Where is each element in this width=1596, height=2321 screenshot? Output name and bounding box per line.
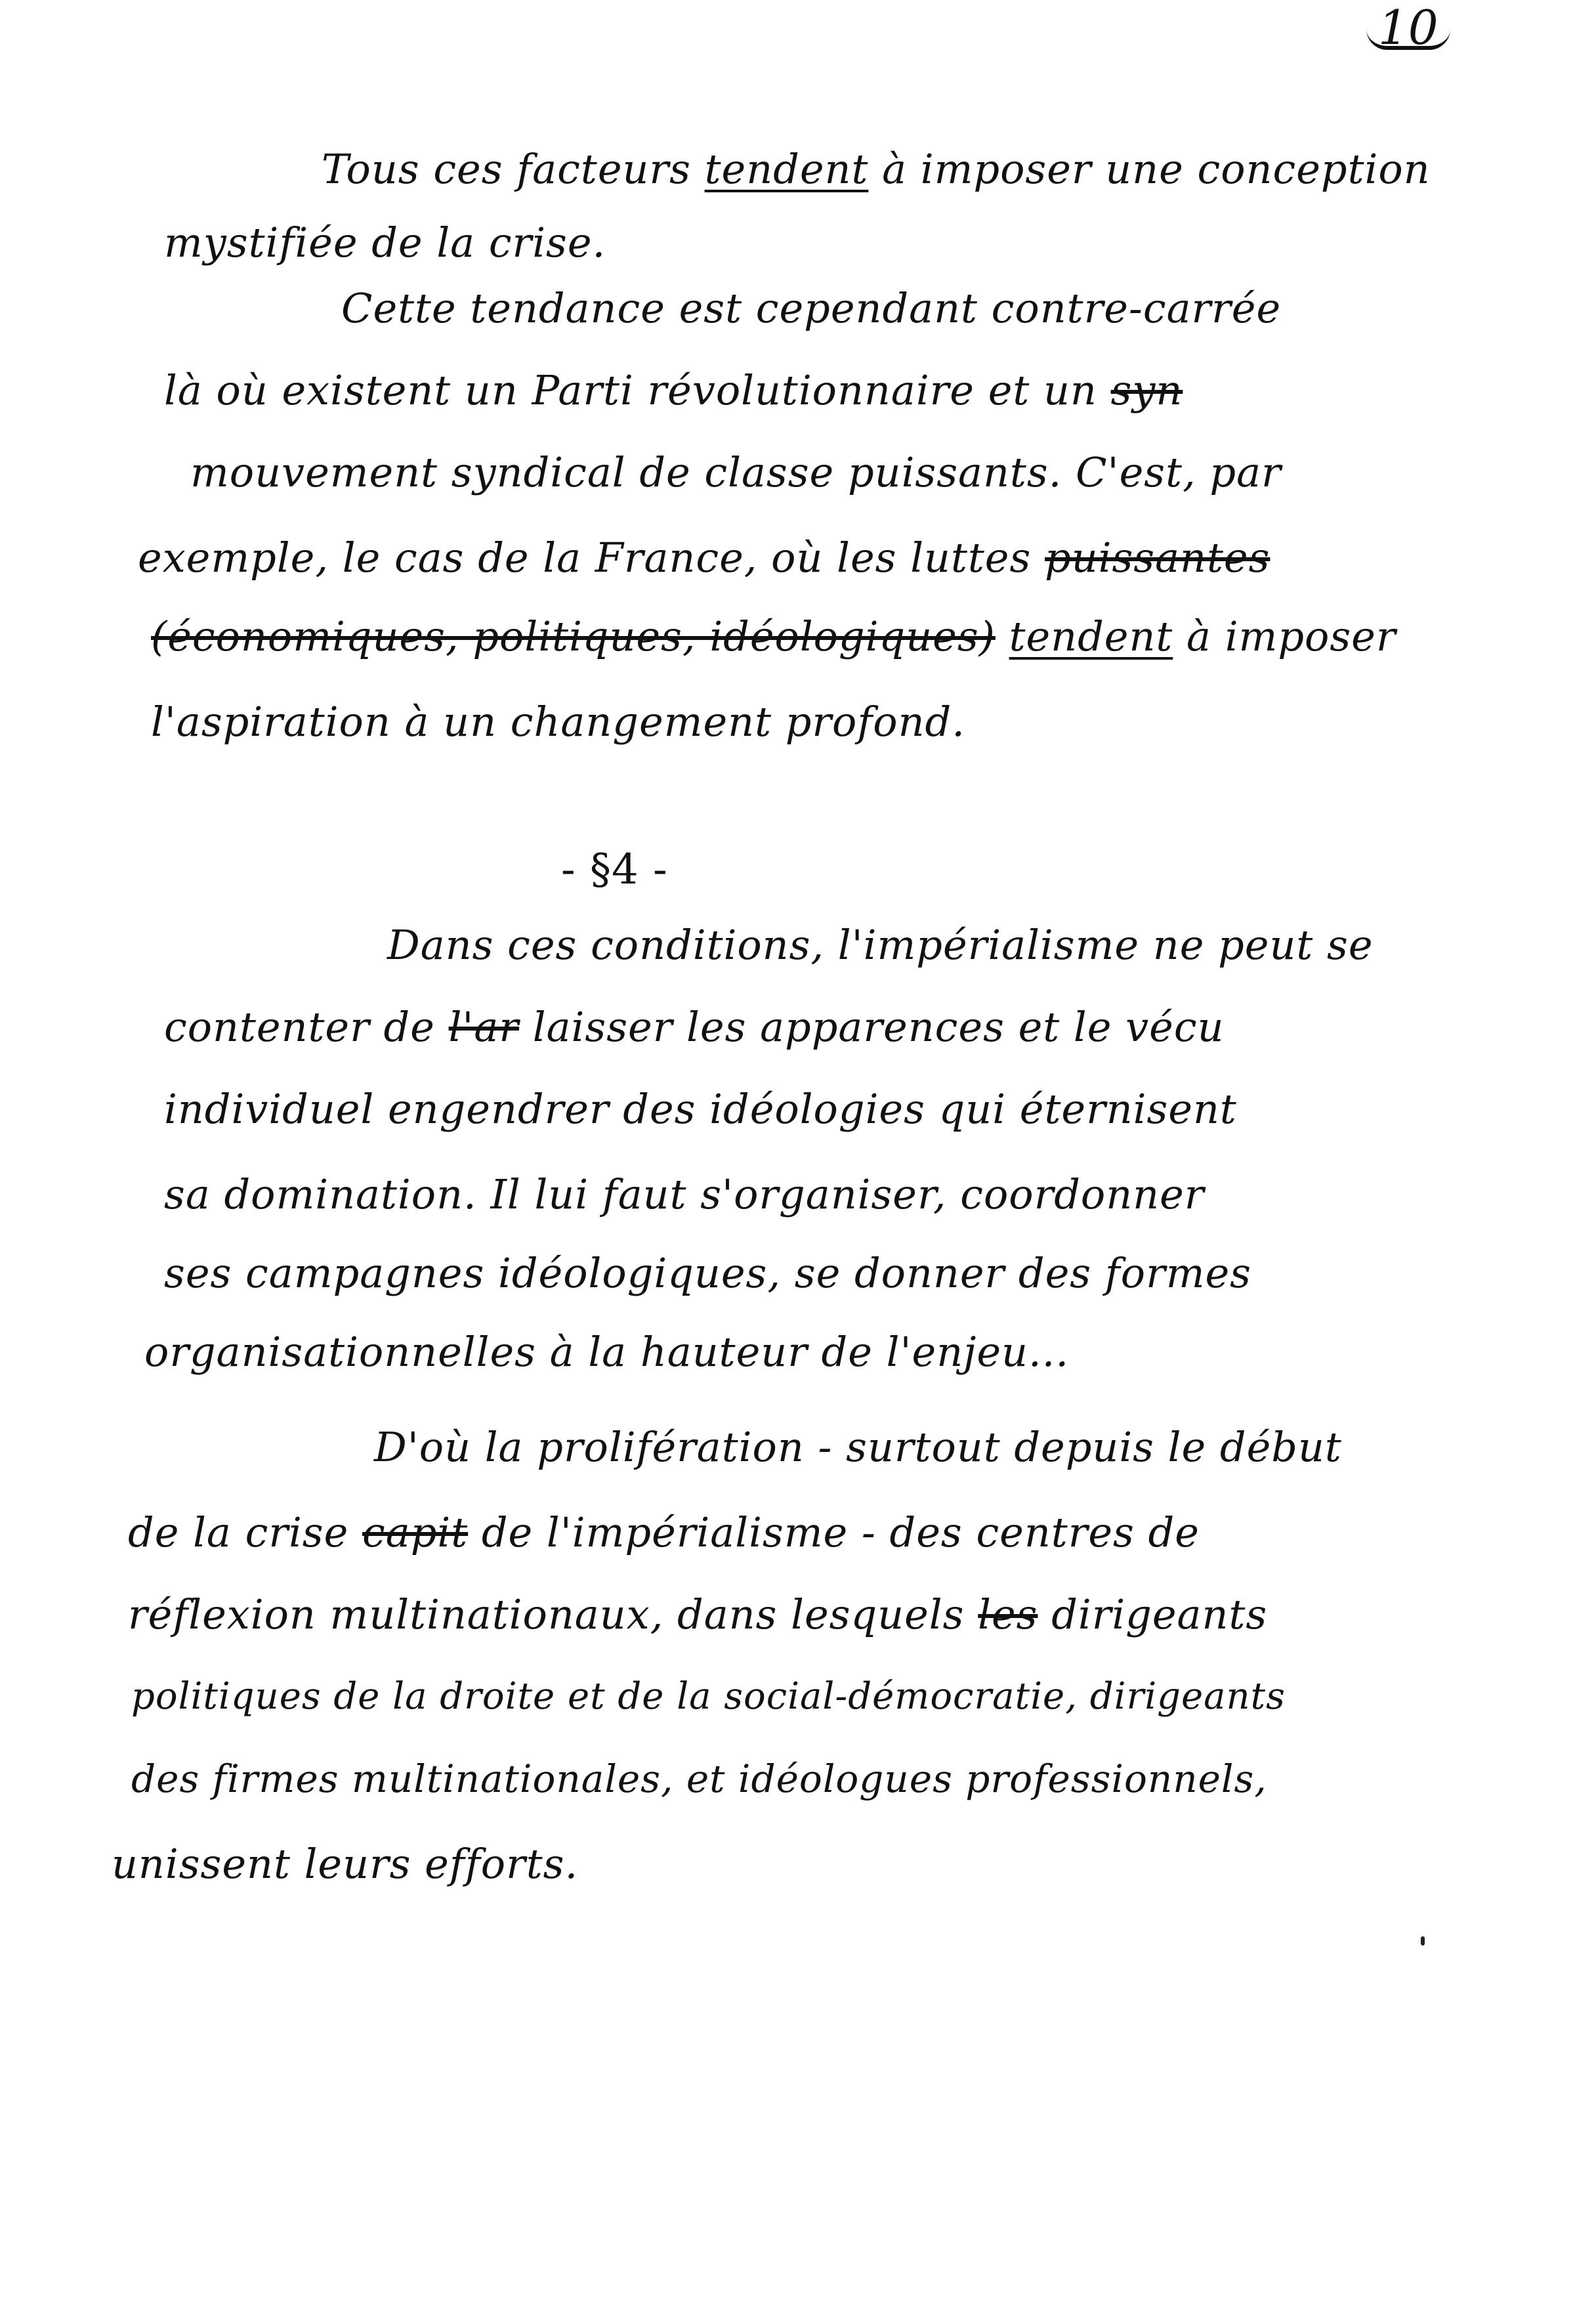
text-fragment: Dans ces conditions, l'impérialisme ne peut se xyxy=(387,921,1374,969)
text-line xyxy=(128,1506,1200,1559)
ink-speck xyxy=(1421,1936,1425,1946)
text-line xyxy=(112,1838,578,1890)
underlined-word: tendent xyxy=(704,145,869,193)
text-fragment: l'aspiration à un changement profond. xyxy=(151,698,965,746)
text-line xyxy=(151,696,965,748)
text-fragment: de la crise xyxy=(128,1508,362,1556)
text-line xyxy=(131,1671,1286,1723)
text-fragment: là où existent un Parti révolutionnaire et un xyxy=(164,366,1111,414)
text-line xyxy=(374,1421,1342,1474)
text-fragment: mouvement syndical de classe puissants. C'est, par xyxy=(190,448,1282,496)
text-line xyxy=(322,143,1431,196)
text-fragment: unissent leurs efforts. xyxy=(112,1840,579,1888)
text-fragment: dirigeants xyxy=(1038,1590,1268,1638)
text-line xyxy=(341,282,1281,335)
text-line xyxy=(164,364,1183,417)
text-fragment: à imposer une conception xyxy=(868,145,1431,193)
text-line xyxy=(164,1001,1225,1054)
text-fragment: mystifiée de la crise. xyxy=(164,219,606,266)
text-line xyxy=(151,610,1396,663)
text-fragment: exemple, le cas de la France, où les luttes xyxy=(138,534,1045,582)
text-fragment: contenter de xyxy=(164,1003,449,1051)
section-heading: - §4 - xyxy=(561,845,668,894)
struck-word: les xyxy=(978,1590,1038,1638)
text-fragment: sa domination. Il lui faut s'organiser, coordonner xyxy=(164,1170,1205,1218)
struck-word: l'ar xyxy=(448,1003,520,1051)
text-line xyxy=(164,1247,1251,1300)
text-fragment: laisser les apparences et le vécu xyxy=(519,1003,1225,1051)
text-line xyxy=(387,919,1374,971)
text-fragment: Cette tendance est cependant contre-carrée xyxy=(341,284,1282,332)
text-fragment: à imposer xyxy=(1173,612,1396,660)
text-line xyxy=(131,1753,1267,1805)
text-fragment: organisationnelles à la hauteur de l'enjeu... xyxy=(144,1328,1070,1376)
struck-word: puissantes xyxy=(1045,534,1270,582)
struck-phrase: (économiques, politiques, idéologiques) xyxy=(151,612,996,660)
struck-word: syn xyxy=(1110,366,1183,414)
text-fragment xyxy=(996,612,1009,660)
text-fragment: réflexion multinationaux, dans lesquels xyxy=(128,1590,978,1638)
text-line xyxy=(128,1588,1267,1641)
text-line xyxy=(164,1083,1237,1136)
text-line xyxy=(190,446,1282,499)
struck-word: capit xyxy=(362,1508,469,1556)
page-number: 10 xyxy=(1378,0,1438,55)
text-line xyxy=(164,217,606,269)
text-line xyxy=(164,1168,1204,1221)
text-fragment: individuel engendrer des idéologies qui éternisent xyxy=(164,1085,1237,1133)
text-line xyxy=(144,1326,1069,1378)
text-fragment: de l'impérialisme - des centres de xyxy=(468,1508,1200,1556)
underlined-word: tendent xyxy=(1009,612,1173,660)
text-fragment: Tous ces facteurs xyxy=(322,145,705,193)
text-fragment: D'où la prolifération - surtout depuis le début xyxy=(374,1423,1342,1471)
text-line xyxy=(138,532,1270,584)
text-fragment: des firmes multinationales, et idéologues professionnels, xyxy=(131,1757,1267,1801)
text-fragment: politiques de la droite et de la social-démocratie, dirigeants xyxy=(131,1675,1286,1718)
text-fragment: ses campagnes idéologiques, se donner des formes xyxy=(164,1249,1252,1297)
